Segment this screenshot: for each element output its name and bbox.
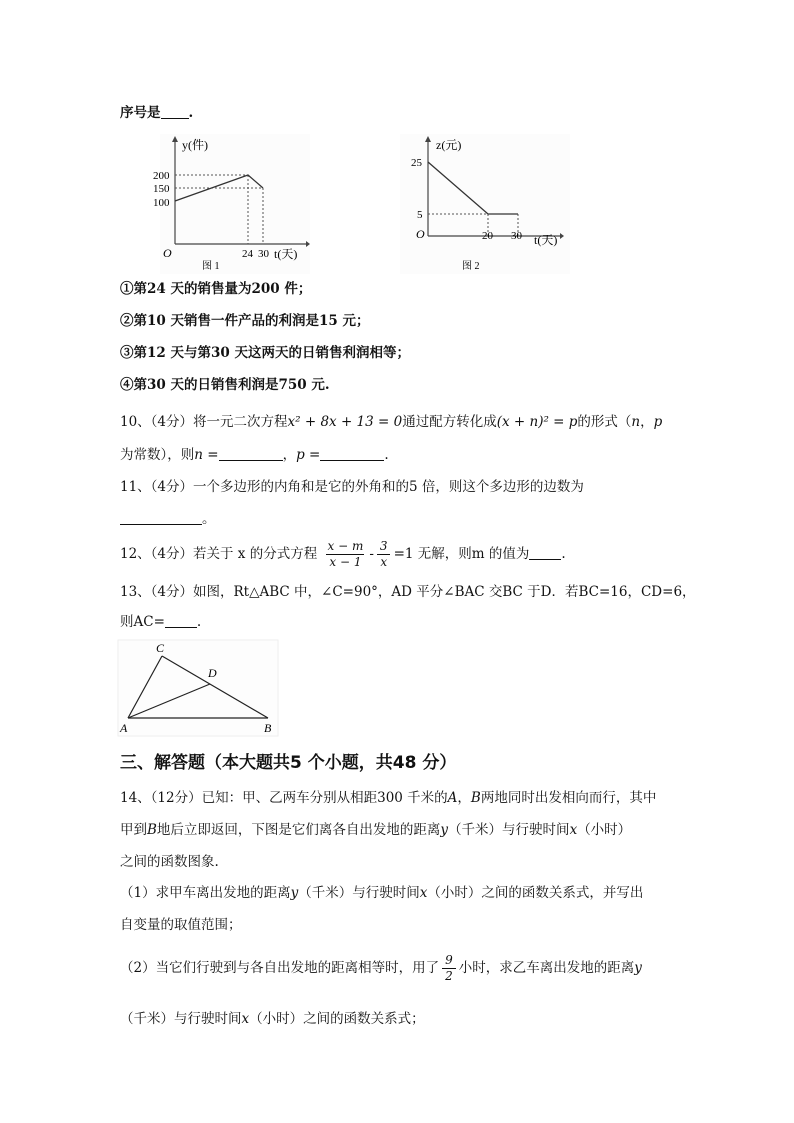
q14-line1-c: 两地同时出发相向而行，其中: [480, 790, 657, 806]
question-12: [120, 538, 566, 570]
q10-var-p: p: [653, 414, 663, 430]
q12-frac1-denominator: x − 1: [326, 554, 364, 570]
q14-line2-x: x: [569, 822, 578, 838]
q12-fraction-1: [325, 539, 367, 570]
fig2-xtick-30: 30: [511, 230, 522, 242]
label-A: A: [120, 721, 128, 735]
question-14-line3: 之间的函数图象.: [120, 854, 219, 870]
fig2-ytick-25: 25: [411, 157, 422, 169]
q14-line2-y: y: [440, 822, 449, 838]
q14-p2-line2-b: （小时）之间的函数关系式；: [249, 1011, 425, 1027]
question-10-line1: [120, 413, 662, 431]
q13-line2-text: 则AC=: [120, 614, 165, 630]
fig1-xlabel: t(天): [274, 247, 298, 261]
q10-suffix: 的形式（: [577, 414, 632, 430]
q14-p2-line2-a: （千米）与行驶时间: [120, 1011, 242, 1027]
q14-p1-c: （小时）之间的函数关系式，并写出: [427, 885, 644, 901]
q11-end: 。: [202, 511, 216, 527]
fig2-ytick-5: 5: [417, 209, 423, 221]
header-line: 序号是 .: [120, 105, 194, 121]
fig1-ytick-200: 200: [153, 170, 170, 182]
q12-frac1-numerator: x − m: [327, 539, 364, 553]
answer-blank: [161, 104, 189, 119]
fig1-ytick-150: 150: [153, 183, 170, 195]
q14-p2-denominator: 2: [442, 968, 456, 984]
q10-n-blank: [219, 446, 283, 461]
q14-p1-b: （千米）与行驶时间: [298, 885, 420, 901]
statement-4: ④第30 天的日销售利润是750 元.: [120, 377, 330, 393]
q14-point-A: A: [447, 790, 458, 806]
q10-prefix: 10、（4分）将一元二次方程: [120, 414, 288, 430]
q14-line2-c: （千米）与行驶时间: [448, 822, 570, 838]
fig2-origin: O: [416, 227, 425, 241]
q14-p2-fraction: [442, 953, 456, 984]
q10-sep: ，: [282, 447, 297, 463]
q10-n-label: n =: [194, 447, 219, 463]
q14-line2-B: B: [147, 822, 157, 838]
q14-line1-b: ，: [457, 790, 471, 806]
q12-minus: -: [369, 546, 374, 562]
q10-line2-text: 为常数），则: [120, 447, 195, 463]
fig1-ytick-100: 100: [153, 197, 170, 209]
q12-end: .: [561, 546, 566, 562]
label-C: C: [156, 641, 165, 655]
q14-line2-a: 甲到: [120, 822, 147, 838]
q10-mid: 通过配方转化成: [402, 414, 497, 430]
fig1-origin: O: [163, 246, 172, 260]
q10-end: .: [384, 447, 389, 463]
q12-prefix: 12、（4分）若关于 x 的分式方程: [120, 546, 318, 562]
q14-p2-x: x: [241, 1011, 250, 1027]
statement-1: ①第24 天的销售量为200 件；: [120, 281, 312, 297]
q14-part1-line2: 自变量的取值范围；: [120, 917, 242, 933]
q14-p2-y: y: [634, 960, 642, 976]
q13-blank: [165, 613, 197, 628]
q11-blank: [120, 510, 202, 525]
q14-part1-line1: [120, 884, 643, 902]
fig2-xlabel: t(天): [534, 233, 558, 247]
q14-p1-a: （1）求甲车离出发地的距离: [120, 885, 291, 901]
q10-p-label: p =: [296, 447, 321, 463]
q10-p-blank: [320, 446, 384, 461]
statement-3: ③第12 天与第30 天这两天的日销售利润相等；: [120, 345, 410, 361]
q10-var-n: n: [631, 414, 641, 430]
q12-blank: [529, 545, 561, 560]
fig2-caption: 图 2: [462, 261, 480, 272]
q14-line1-a: 14、（12分）已知：甲、乙两车分别从相距300 千米的: [120, 790, 448, 806]
label-D: D: [208, 666, 217, 680]
figure-2: [400, 134, 570, 274]
q14-p2-numerator: 9: [445, 953, 453, 967]
q14-line2-b: 地后立即返回，下图是它们离各自出发地的距离: [156, 822, 441, 838]
label-B: B: [264, 721, 272, 735]
q14-part2-line1: [120, 950, 642, 986]
q14-part2-line2: [120, 1010, 425, 1028]
question-13-line1: 13、（4分）如图，Rt△ABC 中，∠C=90°，AD 平分∠BAC 交BC 于D．若BC=16，CD=6，: [120, 584, 696, 600]
q10-equation: x² + 8x + 13 = 0: [287, 414, 403, 430]
question-10-line2: [120, 446, 389, 464]
statement-2: ②第10 天销售一件产品的利润是15 元；: [120, 313, 370, 329]
q14-p1-y: y: [290, 885, 299, 901]
question-14-line2: [120, 821, 631, 839]
fig1-xtick-24: 24: [242, 248, 253, 260]
fig2-ylabel: z(元): [436, 138, 462, 152]
question-14-line1: [120, 789, 656, 807]
figure-1: [153, 134, 310, 274]
q12-fraction-2: [377, 539, 391, 570]
section-3-heading: 三、解答题（本大题共5 个小题，共48 分）: [120, 753, 457, 773]
q14-line2-d: （小时）: [577, 822, 632, 838]
triangle-figure: [118, 640, 278, 736]
q10-comma: ，: [640, 414, 654, 430]
q14-point-B: B: [470, 790, 481, 806]
fig1-caption: 图 1: [202, 261, 220, 272]
q13-end: .: [196, 614, 202, 630]
header-text: 序号是: [120, 105, 161, 121]
q14-p2-a: （2）当它们行驶到与各自出发地的距离相等时，用了: [120, 960, 440, 976]
q12-frac2-numerator: 3: [379, 539, 388, 553]
question-11-line2: [120, 510, 216, 528]
fig1-xtick-30: 30: [258, 248, 269, 260]
q14-p1-x: x: [419, 885, 428, 901]
q10-form: (x + n)² = p: [496, 414, 578, 430]
fig2-xtick-20: 20: [482, 230, 493, 242]
q14-p2-b: 小时，求乙车离出发地的距离: [458, 960, 635, 976]
question-13-line2: [120, 613, 201, 631]
q12-frac2-denominator: x: [377, 554, 390, 570]
fig1-ylabel: y(件): [182, 138, 208, 152]
q12-suffix: =1 无解，则m 的值为: [393, 546, 530, 562]
question-11-line1: 11、（4分）一个多边形的内角和是它的外角和的5 倍，则这个多边形的边数为: [120, 479, 584, 495]
